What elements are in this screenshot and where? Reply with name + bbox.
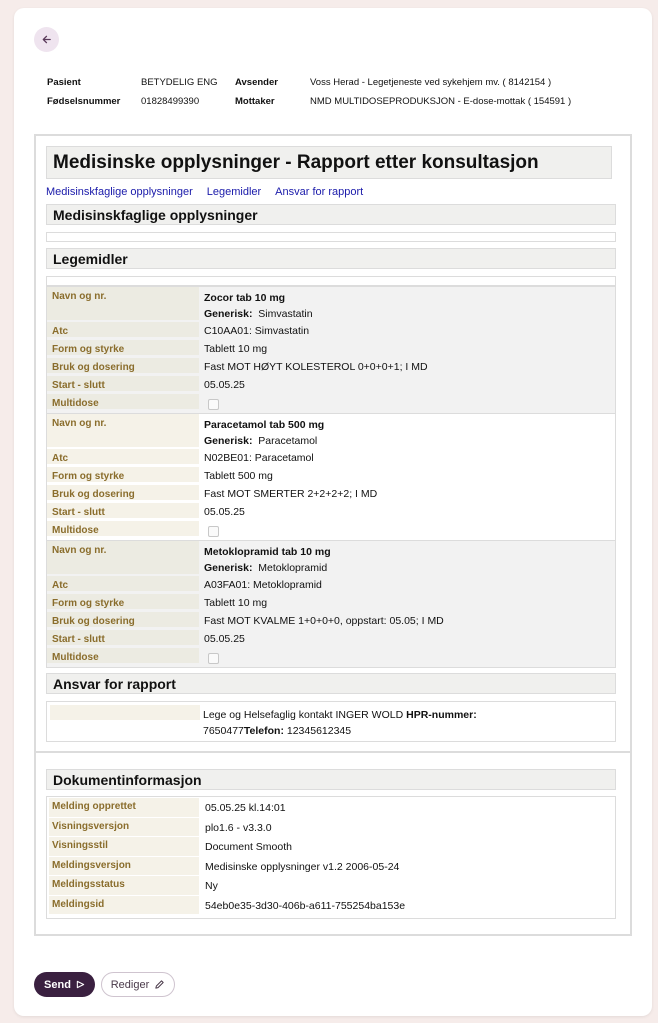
responsibility-role: Lege og Helsefaglig kontakt INGER WOLD xyxy=(203,709,407,721)
send-button-label: Send xyxy=(44,978,71,991)
responsibility-label-cell xyxy=(50,705,200,720)
docinfo-table xyxy=(46,796,616,919)
docinfo-row xyxy=(47,836,615,856)
sender-value: Voss Herad - Legetjeneste ved sykehjem mv. ( 8142154 ) xyxy=(310,77,552,88)
multidose-checkbox xyxy=(208,399,219,410)
divider xyxy=(36,751,630,753)
med-generic: Simvastatin xyxy=(258,308,313,320)
med-name-label: Navn og nr. xyxy=(47,287,199,320)
form-label: Form og styrke xyxy=(47,594,199,609)
med-form: Tablett 500 mg xyxy=(204,470,273,482)
med-period: 05.05.25 xyxy=(204,633,245,645)
docinfo-label: Melding opprettet xyxy=(49,798,199,817)
arrow-left-icon xyxy=(41,34,52,45)
section-drugs-heading: Legemidler xyxy=(46,248,616,269)
med-use: Fast MOT SMERTER 2+2+2+2; I MD xyxy=(204,488,378,500)
edit-button-label: Rediger xyxy=(110,978,150,991)
form-label: Form og styrke xyxy=(47,467,199,482)
period-label: Start - slutt xyxy=(47,376,199,391)
docinfo-row xyxy=(47,817,615,837)
med-name-label: Navn og nr. xyxy=(47,414,199,447)
multidose-label: Multidose xyxy=(47,521,199,536)
patient-value: BETYDELIG ENG xyxy=(141,77,218,88)
birth-number-label: Fødselsnummer xyxy=(47,96,121,107)
hpr-label: HPR-nummer: xyxy=(406,709,477,721)
document-title: Medisinske opplysninger - Rapport etter konsultasjon xyxy=(46,146,612,179)
section-links xyxy=(46,186,377,198)
use-label: Bruk og dosering xyxy=(47,612,199,627)
period-label: Start - slutt xyxy=(47,630,199,645)
docinfo-row xyxy=(47,856,615,876)
docinfo-label: Meldingsstatus xyxy=(49,876,199,895)
patient-label: Pasient xyxy=(47,77,81,88)
multidose-label: Multidose xyxy=(47,394,199,409)
responsibility-text xyxy=(203,707,523,739)
atc-label: Atc xyxy=(47,449,199,464)
medication-table xyxy=(46,286,616,668)
docinfo-value: Medisinske opplysninger v1.2 2006-05-24 xyxy=(205,860,400,873)
docinfo-label: Meldingsid xyxy=(49,896,199,915)
docinfo-row xyxy=(47,875,615,895)
medication-item xyxy=(47,414,615,541)
edit-button[interactable] xyxy=(101,972,175,997)
multidose-checkbox xyxy=(208,526,219,537)
use-label: Bruk og dosering xyxy=(47,485,199,500)
docinfo-value: plo1.6 - v3.3.0 xyxy=(205,821,272,834)
med-use: Fast MOT KVALME 1+0+0+0, oppstart: 05.05; I MD xyxy=(204,615,444,627)
atc-label: Atc xyxy=(47,322,199,337)
form-label: Form og styrke xyxy=(47,340,199,355)
back-button[interactable] xyxy=(34,27,59,52)
section-responsibility-heading: Ansvar for rapport xyxy=(46,673,616,694)
docinfo-row xyxy=(47,797,615,817)
medical-info-box xyxy=(46,232,616,242)
hpr-value: 7650477 xyxy=(203,725,244,737)
med-use: Fast MOT HØYT KOLESTEROL 0+0+0+1; I MD xyxy=(204,361,428,373)
med-atc: N02BE01: Paracetamol xyxy=(204,452,314,464)
medication-item xyxy=(47,541,615,667)
receiver-label: Mottaker xyxy=(235,96,275,107)
med-atc: A03FA01: Metoklopramid xyxy=(204,579,322,591)
med-generic: Paracetamol xyxy=(258,435,318,447)
med-name: Paracetamol tab 500 mg xyxy=(204,419,325,431)
period-label: Start - slutt xyxy=(47,503,199,518)
docinfo-label: Visningsstil xyxy=(49,837,199,856)
multidose-checkbox xyxy=(208,653,219,664)
birth-number-value: 01828499390 xyxy=(141,96,200,107)
docinfo-value: Ny xyxy=(205,880,218,892)
atc-label: Atc xyxy=(47,576,199,591)
phone-label: Telefon: xyxy=(243,725,284,737)
responsibility-box xyxy=(46,701,616,742)
med-name-label: Navn og nr. xyxy=(47,541,199,574)
section-docinfo-heading: Dokumentinformasjon xyxy=(46,769,616,790)
phone-value: 12345612345 xyxy=(283,725,352,737)
sender-label: Avsender xyxy=(235,77,278,88)
docinfo-label: Meldingsversjon xyxy=(49,857,199,876)
main-card xyxy=(14,8,652,1016)
med-period: 05.05.25 xyxy=(204,379,245,391)
med-form: Tablett 10 mg xyxy=(204,597,268,609)
receiver-value: NMD MULTIDOSEPRODUKSJON - E-dose-mottak ( 154591 ) xyxy=(310,96,572,107)
docinfo-value: 05.05.25 kl.14:01 xyxy=(205,802,286,814)
section-medical-heading: Medisinskfaglige opplysninger xyxy=(46,204,616,225)
medication-item xyxy=(47,287,615,414)
use-label: Bruk og dosering xyxy=(47,358,199,373)
docinfo-value: Document Smooth xyxy=(205,841,292,853)
send-triangle-icon xyxy=(76,980,85,989)
pencil-icon xyxy=(154,979,165,990)
generic-label: Generisk: xyxy=(204,562,253,574)
med-name: Metoklopramid tab 10 mg xyxy=(204,546,331,558)
send-button[interactable] xyxy=(34,972,95,997)
med-generic: Metoklopramid xyxy=(258,562,328,574)
document-panel xyxy=(34,134,632,936)
drugs-spacer-box xyxy=(46,276,616,286)
link-drugs[interactable]: Legemidler xyxy=(206,186,262,198)
med-period: 05.05.25 xyxy=(204,506,245,518)
med-atc: C10AA01: Simvastatin xyxy=(204,325,310,337)
med-name: Zocor tab 10 mg xyxy=(204,292,286,304)
generic-label: Generisk: xyxy=(204,435,253,447)
docinfo-value: 54eb0e35-3d30-406b-a611-755254ba153e xyxy=(205,899,406,912)
docinfo-row xyxy=(47,895,615,915)
multidose-label: Multidose xyxy=(47,648,199,663)
link-responsibility[interactable]: Ansvar for rapport xyxy=(275,186,364,198)
med-form: Tablett 10 mg xyxy=(204,343,268,355)
docinfo-label: Visningsversjon xyxy=(49,818,199,837)
generic-label: Generisk: xyxy=(204,308,253,320)
link-medical-info[interactable]: Medisinskfaglige opplysninger xyxy=(46,186,193,198)
